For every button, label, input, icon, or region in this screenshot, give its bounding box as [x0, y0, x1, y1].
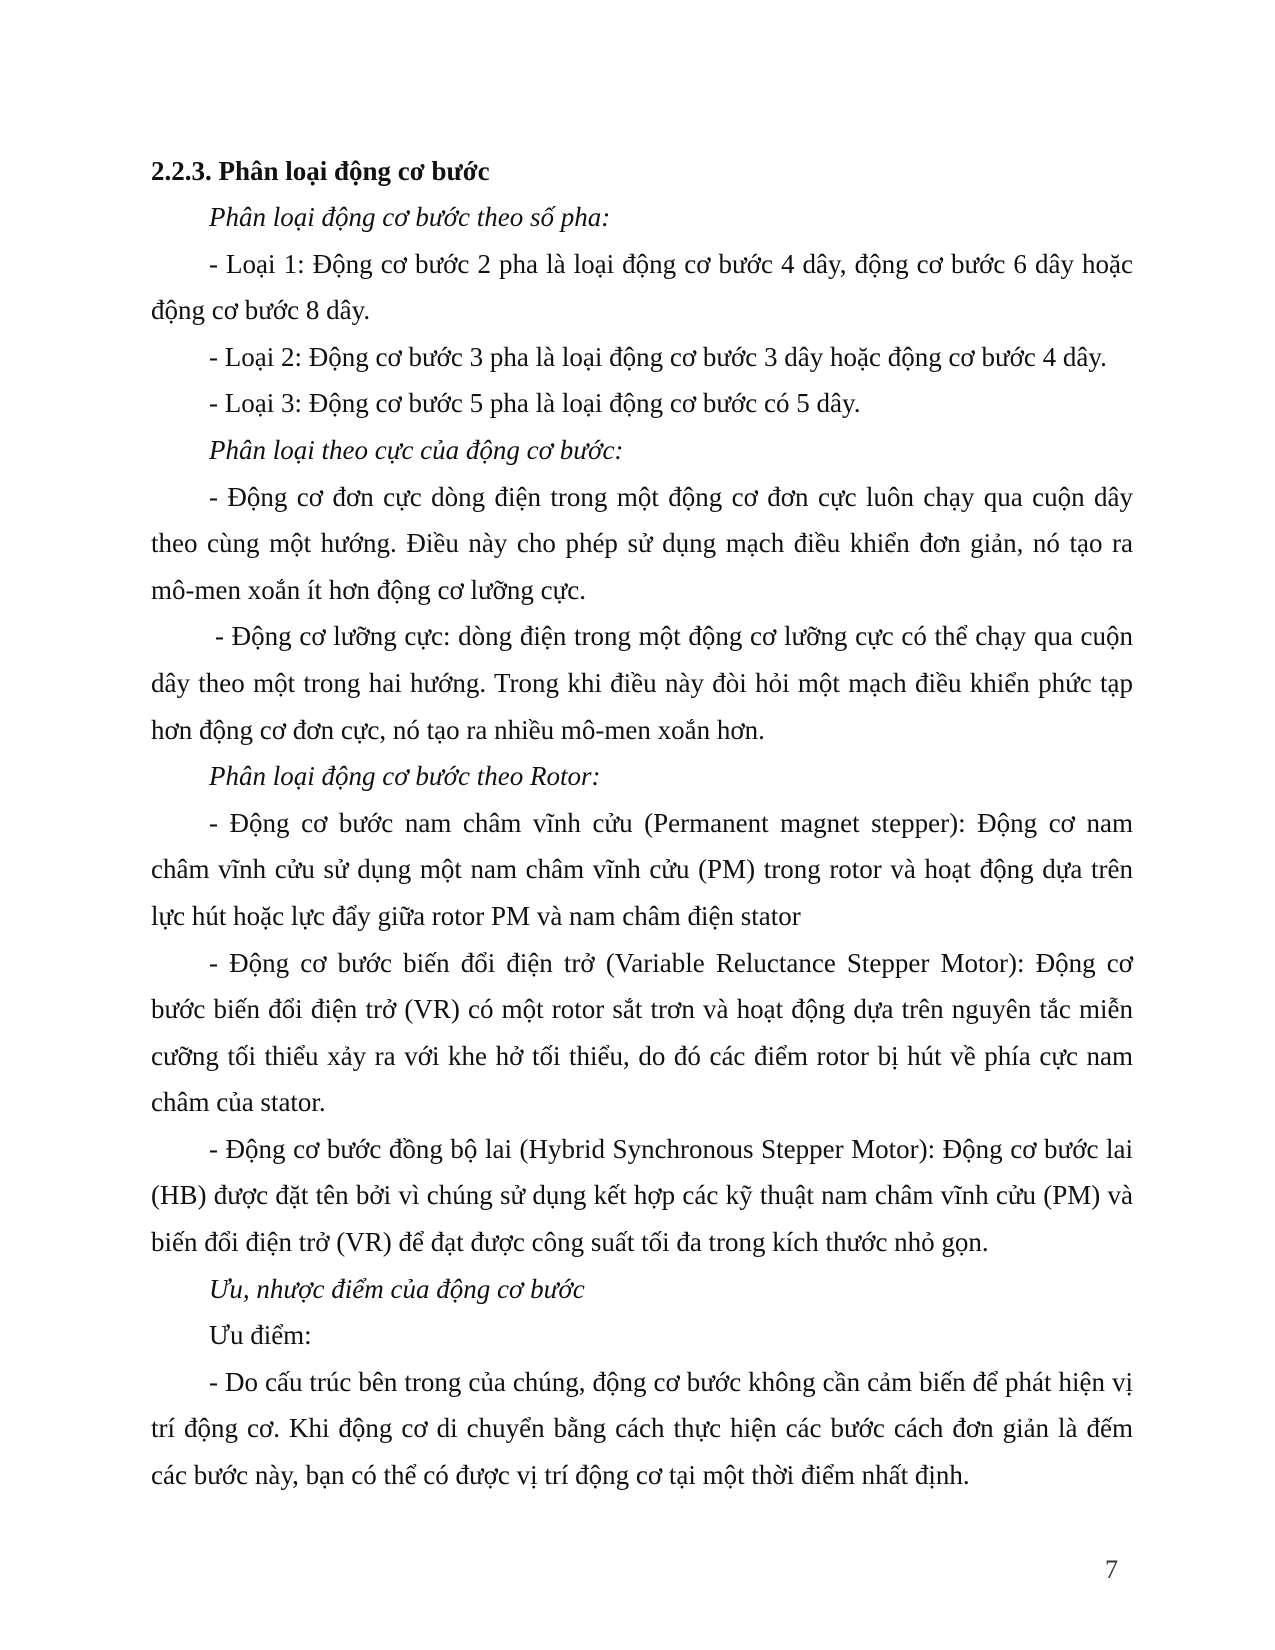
paragraph-permanent-magnet: - Động cơ bước nam châm vĩnh cửu (Permanent magnet stepper): Động cơ nam châm vĩnh cửu sử dụng một nam châm vĩnh cửu (PM) trong rotor và hoạt động dựa trên lực hút hoặc lực đẩy giữa rotor PM và nam châm điện stator [151, 807, 1133, 931]
subheading-by-phase: Phân loại động cơ bước theo số pha: [209, 202, 611, 232]
paragraph-advantage-1: - Do cấu trúc bên trong của chúng, động cơ bước không cần cảm biến để phát hiện vị trí động cơ. Khi động cơ di chuyển bằng cách thực hiện các bước cách đơn giản là đếm các bước này, bạn có thể có được vị trí động cơ tại một thời điểm nhất định. [151, 1366, 1133, 1491]
document-page [151, 0, 1133, 1650]
paragraph-unipolar: - Động cơ đơn cực dòng điện trong một động cơ đơn cực luôn chạy qua cuộn dây theo cùng một hướng. Điều này cho phép sử dụng mạch điều khiển đơn giản, nó tạo ra mô-men xoắn ít hơn động cơ lưỡng cực. [151, 481, 1133, 605]
subheading-pros-cons: Ưu, nhược điểm của động cơ bước [209, 1273, 585, 1304]
paragraph-variable-reluctance: - Động cơ bước biến đổi điện trở (Variable Reluctance Stepper Motor): Động cơ bước biến đổi điện trở (VR) có một rotor sắt trơn và hoạt động dựa trên nguyên tắc miễn cưỡng tối thiểu xảy ra với khe hở tối thiểu, do đó các điểm rotor bị hút về phía cực nam châm của stator. [151, 947, 1133, 1118]
paragraph-type-3: - Loại 3: Động cơ bước 5 pha là loại động cơ bước có 5 dây. [209, 388, 861, 419]
subheading-by-rotor: Phân loại động cơ bước theo Rotor: [209, 761, 601, 792]
document-body [151, 194, 1133, 1499]
section-title: 2.2.3. Phân loại động cơ bước [151, 156, 490, 186]
page-number: 7 [1105, 1555, 1118, 1584]
paragraph-bipolar: - Động cơ lưỡng cực: dòng điện trong một động cơ lưỡng cực có thể chạy qua cuộn dây theo một trong hai hướng. Trong khi điều này đòi hỏi một mạch điều khiển phức tạp hơn động cơ đơn cực, nó tạo ra nhiều mô-men xoắn hơn. [151, 621, 1133, 745]
paragraph-type-2: - Loại 2: Động cơ bước 3 pha là loại động cơ bước 3 dây hoặc động cơ bước 4 dây. [209, 341, 1107, 372]
paragraph-hybrid: - Động cơ bước đồng bộ lai (Hybrid Synchronous Stepper Motor): Động cơ bước lai (HB) được đặt tên bởi vì chúng sử dụng kết hợp các kỹ thuật nam châm vĩnh cửu (PM) và biến đổi điện trở (VR) để đạt được công suất tối đa trong kích thước nhỏ gọn. [151, 1133, 1133, 1258]
subheading-advantages: Ưu điểm: [209, 1320, 312, 1351]
paragraph-type-1: - Loại 1: Động cơ bước 2 pha là loại động cơ bước 4 dây, động cơ bước 6 dây hoặc động cơ bước 8 dây. [151, 248, 1133, 326]
subheading-by-pole: Phân loại theo cực của động cơ bước: [209, 434, 624, 465]
